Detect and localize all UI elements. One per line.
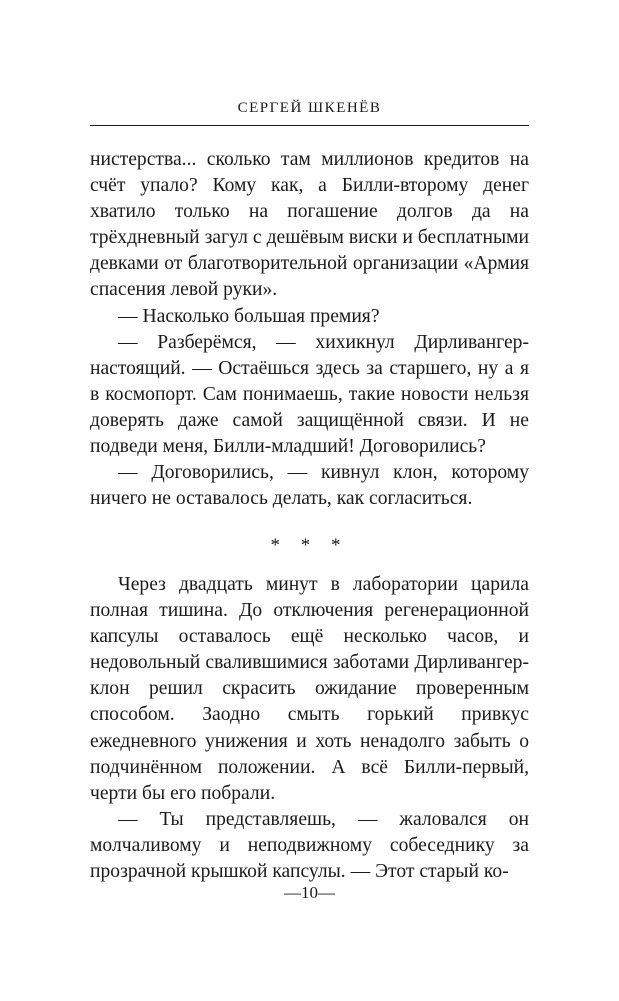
paragraph: Через двадцать минут в лаборатории царила полная тишина. До отключения регенерационной капсулы оставалось ещё несколько часов, и недовольный свалившимися заботами Дирливангер-клон решил скрасить ожидание проверенным способом. Заодно смыть горький привкус ежедневного унижения и хоть ненадолго забыть о подчинённом положении. А всё Билли-первый, черти бы его побрали. xyxy=(90,574,529,804)
paragraph: — Договорились, — кивнул клон, которому ничего не оставалось делать, как согласиться. xyxy=(90,462,529,510)
paragraph: — Насколько большая премия? xyxy=(118,305,380,327)
text-block-bottom xyxy=(90,572,529,885)
running-head-title: СЕРГЕЙ ШКЕНЁВ xyxy=(237,100,382,116)
paragraph: — Ты представляешь, — жаловался он молчаливому и неподвижному собеседнику за прозрачной крышкой капсулы. — Этот старый ко- xyxy=(90,808,529,883)
text-block-top xyxy=(90,147,529,512)
paragraph: — Разберёмся, — хихикнул Дирливангер-настоящий. — Остаёшься здесь за старшего, ну а я в космопорт. Сам понимаешь, такие новости нельзя доверять даже самой защищённой связи. И не подведи меня, Билли-младший! Договорились? xyxy=(90,331,529,458)
section-separator: * * * xyxy=(270,535,349,556)
header-rule xyxy=(90,125,529,126)
paragraph: нистерства... сколько там миллионов кредитов на счёт упало? Кому как, а Билли-второму денег хватило только на погашение долгов да на трёхдневный загул с дешёвым виски и бесплатными девками от благотворительной организации «Армия спасения левой руки». xyxy=(90,149,529,301)
page-number: —10— xyxy=(284,883,335,902)
